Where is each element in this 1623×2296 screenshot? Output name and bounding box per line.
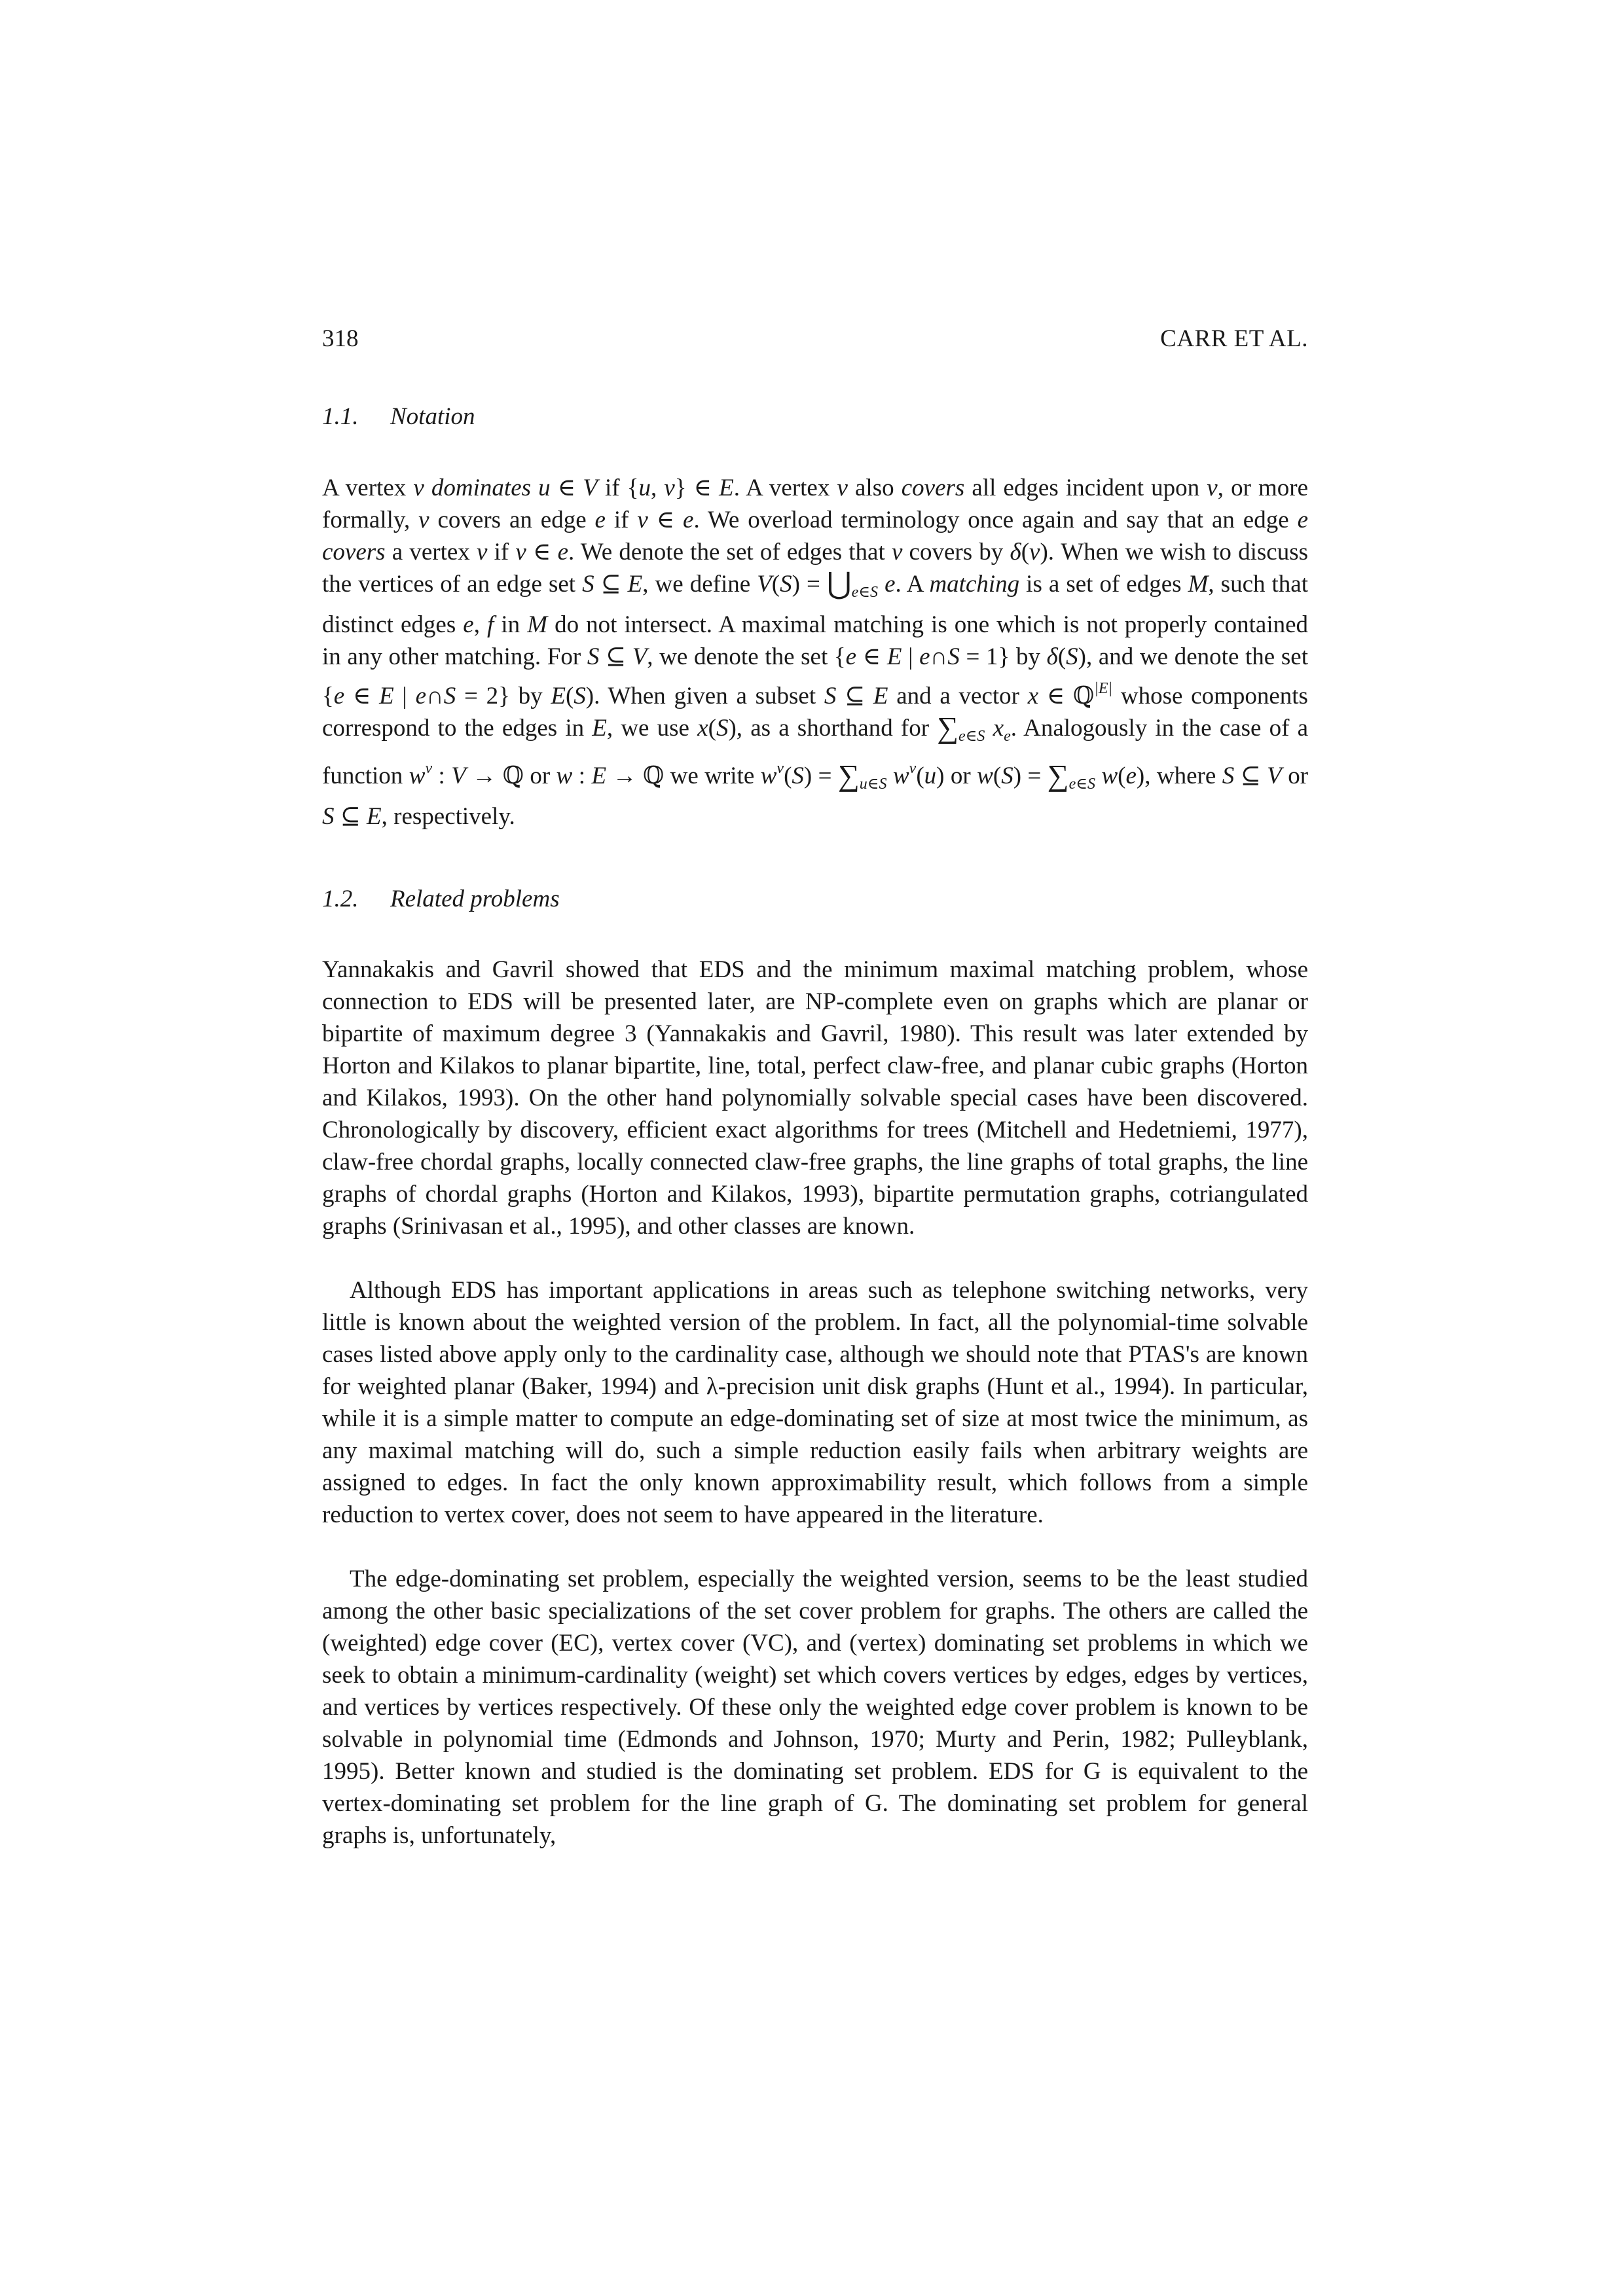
section-number: 1.2. (322, 886, 359, 912)
page-number: 318 (322, 325, 359, 352)
paragraph-related-1: Yannakakis and Gavril showed that EDS and the minimum maximal matching problem, whose connection to EDS will be presented later, are NP-complete even on graphs which are planar or bipartite of maximum degree 3 (Yannakakis and Gavril, 1980). This result was later extended by Horton and Kilakos to planar bipartite, line, total, perfect claw-free, and planar cubic graphs (Horton and Kilakos, 1993). On the other hand polynomially solvable special cases have been discovered. Chronologically by discovery, efficient exact algorithms for trees (Mitchell and Hedetniemi, 1977), claw-free chordal graphs, locally connected claw-free graphs, the line graphs of total graphs, the line graphs of chordal graphs (Horton and Kilakos, 1993), bipartite permutation graphs, cotriangulated graphs (Srinivasan et al., 1995), and other classes are known. (322, 956, 1308, 1240)
paragraph-related-3: The edge-dominating set problem, especially the weighted version, seems to be the least studied among the other basic specializations of the set cover problem for graphs. The others are called the (weighted) edge cover (EC), vertex cover (VC), and (vertex) dominating set problems in which we seek to obtain a minimum-cardinality (weight) set which covers vertices by edges, edges by vertices, and vertices by vertices respectively. Of these only the weighted edge cover problem is known to be solvable in polynomial time (Edmonds and Johnson, 1970; Murty and Perin, 1982; Pulleyblank, 1995). Better known and studied is the dominating set problem. EDS for G is equivalent to the vertex-dominating set problem for the line graph of G. The dominating set problem for general graphs is, unfortunately, (322, 1566, 1308, 1849)
running-head (322, 319, 1308, 359)
section-heading-notation (322, 397, 475, 437)
section-heading-related-problems (322, 880, 560, 919)
paragraph-related-2: Although EDS has important applications in areas such as telephone switching networks, very little is known about the weighted version of the problem. In fact, all the polynomial-time solvable cases listed above apply only to the cardinality case, although we should note that PTAS's are known for weighted planar (Baker, 1994) and λ-precision unit disk graphs (Hunt et al., 1994). In particular, while it is a simple matter to compute an edge-dominating set of size at most twice the minimum, as any maximal matching will do, such a simple reduction easily fails when arbitrary weights are assigned to edges. In fact the only known approximability result, which follows from a simple reduction to vertex cover, does not seem to have appeared in the literature. (322, 1277, 1308, 1528)
section-number: 1.1. (322, 403, 359, 430)
paragraph-notation: A vertex v dominates u ∈ V if {u, v} ∈ E. A vertex v also covers all edges incident upon v, or more formally, v covers an edge e if v ∈ e. We overload terminology once again and say that an edge e covers a vertex v if v ∈ e. We denote the set of edges that v covers by δ(v). When we wish to discuss the vertices of an edge set S ⊆ E, we define $V(S) = ⋃_{e\in S}$ e. A matching is a set of edges M, such that distinct edges e, f in M do not intersect. A maximal matching is one which is not properly contained in any other matching. For S ⊆ V, we denote the set {e ∈ E | e∩S = 1} by δ(S), and we denote the set {e ∈ E | e∩S = 2} by E(S). When given a subset S ⊆ E and a vector x ∈ ℚ$^{|E|}$ whose components correspond to the edges in E, we use x(S), as a shorthand for $\sum_{e\in S}$ $x_e$. Analogously in the case of a function $w^v$ : V → ℚ or w : E → ℚ we write $w^v(S) = \sum_{u\in S}$ $w^v(u)$ or $w(S) = \sum_{e\in S}$ w(e), where S ⊆ V or S ⊆ E, respectively. (322, 475, 1309, 830)
section-title: Related problems (390, 886, 560, 912)
running-title: CARR ET AL. (1160, 325, 1308, 352)
section-title: Notation (390, 403, 475, 430)
